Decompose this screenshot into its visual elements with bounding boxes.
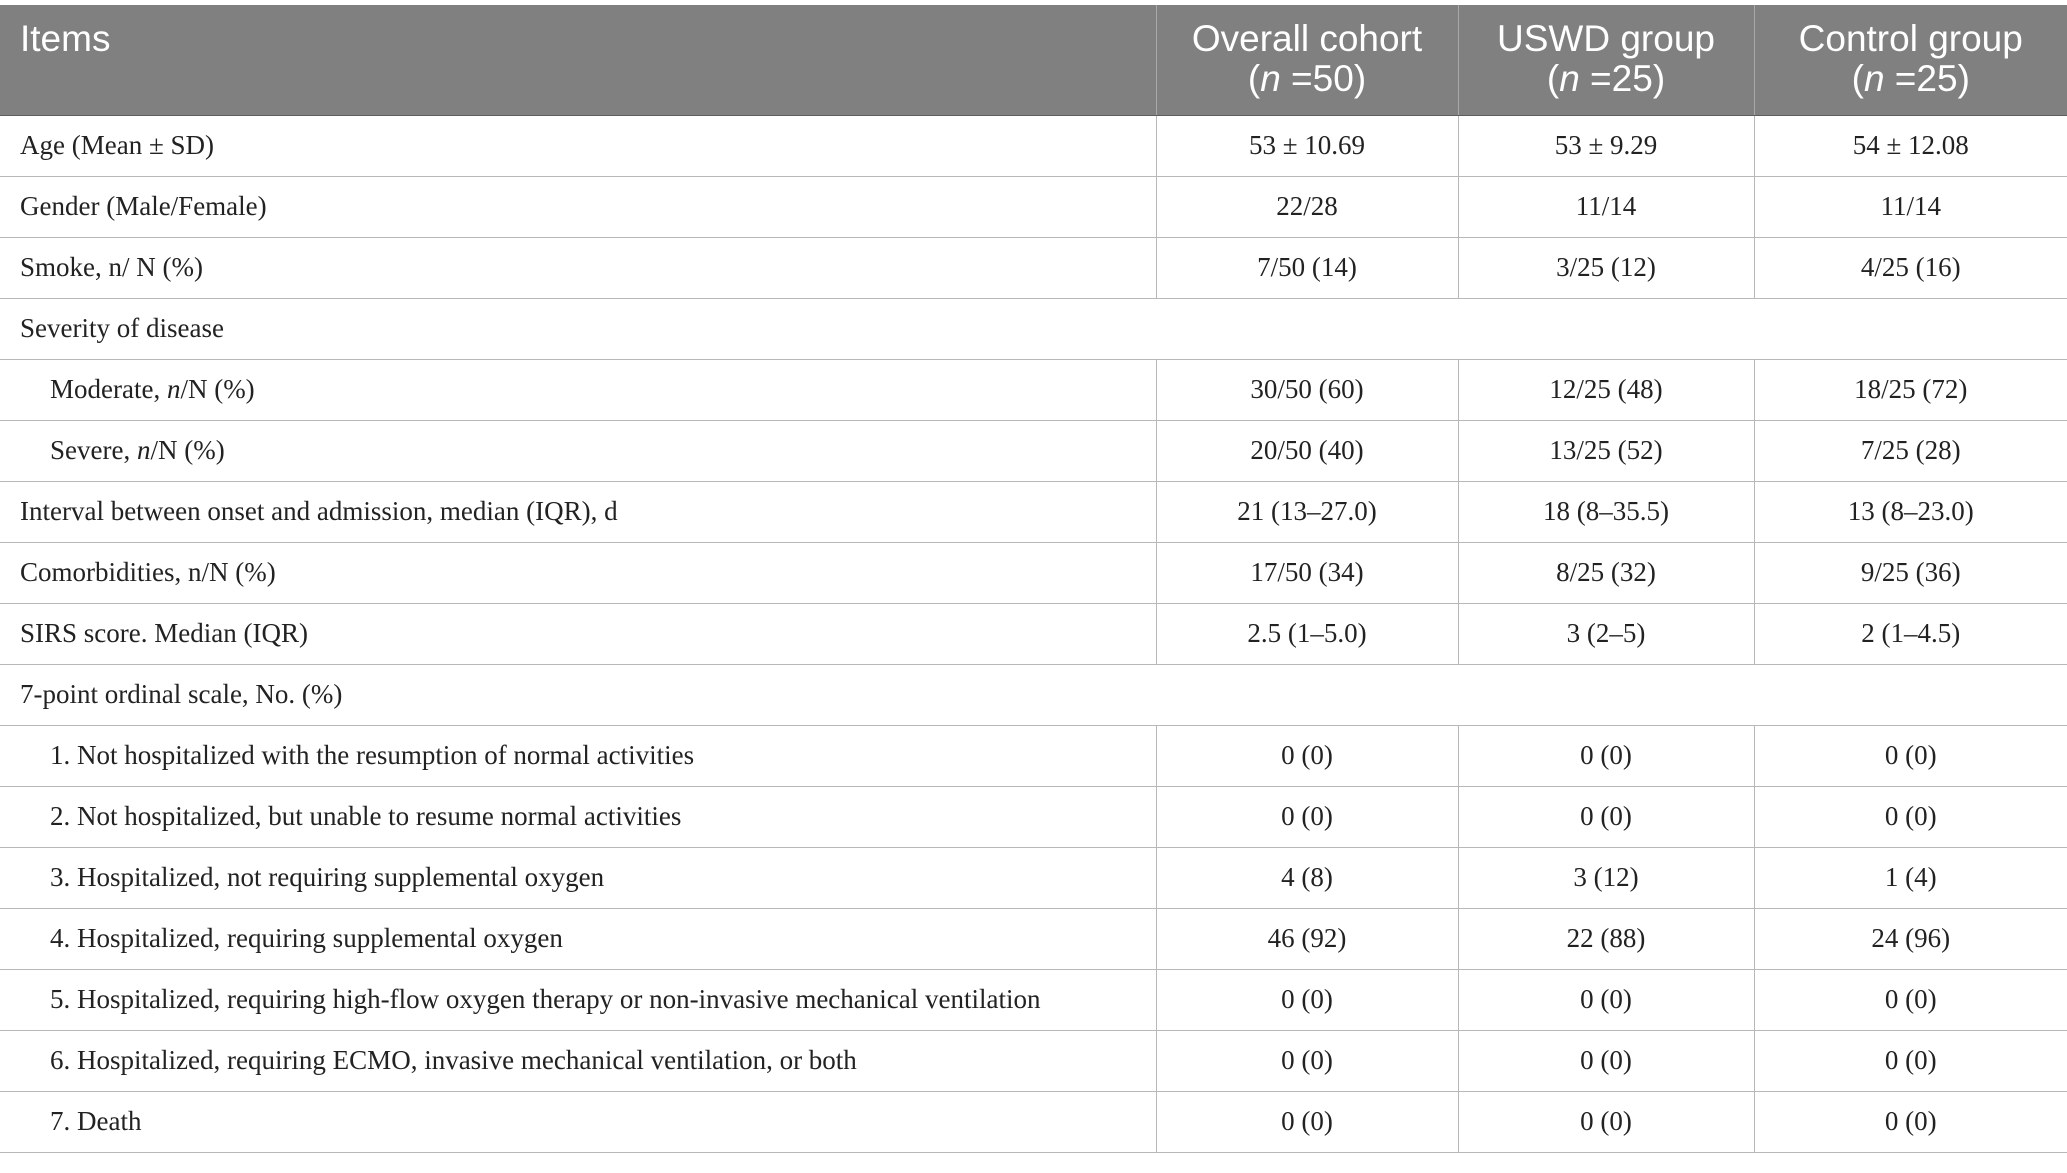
cell-control: 7/25 (28) <box>1754 420 2067 481</box>
row-label: SIRS score. Median (IQR) <box>0 603 1156 664</box>
baseline-characteristics-table <box>0 5 2067 1153</box>
table-row-ordinal-5 <box>0 969 2067 1030</box>
cell-overall: 0 (0) <box>1156 1091 1458 1152</box>
row-label: Gender (Male/Female) <box>0 176 1156 237</box>
cell-uswd: 3 (2–5) <box>1458 603 1754 664</box>
cell-control: 0 (0) <box>1754 1030 2067 1091</box>
header-overall-cohort <box>1156 5 1458 115</box>
table-body <box>0 115 2067 1152</box>
cell-control: 0 (0) <box>1754 1091 2067 1152</box>
cell-overall: 0 (0) <box>1156 969 1458 1030</box>
header-uswd-n-value: =25 <box>1590 58 1653 99</box>
cell-uswd: 8/25 (32) <box>1458 542 1754 603</box>
table-row-ordinal-3 <box>0 847 2067 908</box>
cell-control: 13 (8–23.0) <box>1754 481 2067 542</box>
cell-overall: 22/28 <box>1156 176 1458 237</box>
table-header <box>0 5 2067 115</box>
header-items-label: Items <box>20 18 111 59</box>
header-overall-n-value: =50 <box>1291 58 1354 99</box>
cell-uswd: 0 (0) <box>1458 1030 1754 1091</box>
table-row-severe <box>0 420 2067 481</box>
cell-uswd: 0 (0) <box>1458 969 1754 1030</box>
cell-control: 11/14 <box>1754 176 2067 237</box>
header-control-title: Control group <box>1798 18 2023 59</box>
cell-control: 0 (0) <box>1754 786 2067 847</box>
cell-overall: 21 (13–27.0) <box>1156 481 1458 542</box>
row-label-prefix: Moderate, <box>50 374 167 404</box>
table-row-interval <box>0 481 2067 542</box>
row-label <box>0 420 1156 481</box>
row-label: 2. Not hospitalized, but unable to resume normal activities <box>0 786 1156 847</box>
header-row <box>0 5 2067 115</box>
cell-uswd: 53 ± 9.29 <box>1458 115 1754 176</box>
header-uswd-n: (n =25) <box>1546 58 1666 99</box>
header-uswd-group <box>1458 5 1754 115</box>
cell-uswd: 0 (0) <box>1458 1091 1754 1152</box>
header-control-n-value: =25 <box>1894 58 1958 99</box>
cell-uswd: 22 (88) <box>1458 908 1754 969</box>
row-label: 3. Hospitalized, not requiring supplemental oxygen <box>0 847 1156 908</box>
row-label-suffix: /N (%) <box>150 435 225 465</box>
table-row-sirs <box>0 603 2067 664</box>
table-row-moderate <box>0 359 2067 420</box>
cell-overall: 30/50 (60) <box>1156 359 1458 420</box>
header-uswd-n-label: n <box>1559 58 1580 99</box>
table-row-ordinal-2 <box>0 786 2067 847</box>
row-label: 4. Hospitalized, requiring supplemental oxygen <box>0 908 1156 969</box>
row-label: 1. Not hospitalized with the resumption of normal activities <box>0 725 1156 786</box>
header-overall-n-label: n <box>1260 58 1281 99</box>
row-label-italic: n <box>166 374 181 404</box>
cell-uswd: 3/25 (12) <box>1458 237 1754 298</box>
table-row-comorbidities <box>0 542 2067 603</box>
table-row-ordinal-6 <box>0 1030 2067 1091</box>
header-control-n: (n =25) <box>1851 58 1970 99</box>
row-label-prefix: Severe, <box>50 435 137 465</box>
table-row-smoke <box>0 237 2067 298</box>
cell-overall: 2.5 (1–5.0) <box>1156 603 1458 664</box>
row-label: Comorbidities, n/N (%) <box>0 542 1156 603</box>
header-items <box>0 5 1156 115</box>
row-label: Age (Mean ± SD) <box>0 115 1156 176</box>
row-label: 7. Death <box>0 1091 1156 1152</box>
cell-overall: 7/50 (14) <box>1156 237 1458 298</box>
cell-control: 24 (96) <box>1754 908 2067 969</box>
cell-control: 9/25 (36) <box>1754 542 2067 603</box>
row-label: Smoke, n/ N (%) <box>0 237 1156 298</box>
table-row-gender <box>0 176 2067 237</box>
row-label: Interval between onset and admission, median (IQR), d <box>0 481 1156 542</box>
row-label: 6. Hospitalized, requiring ECMO, invasive mechanical ventilation, or both <box>0 1030 1156 1091</box>
header-overall-n: (n =50) <box>1247 58 1367 99</box>
row-label: 5. Hospitalized, requiring high-flow oxygen therapy or non-invasive mechanical ventilation <box>0 969 1156 1030</box>
cell-overall: 0 (0) <box>1156 786 1458 847</box>
cell-overall: 17/50 (34) <box>1156 542 1458 603</box>
section-heading: Severity of disease <box>0 298 2067 359</box>
cell-uswd: 0 (0) <box>1458 786 1754 847</box>
cell-overall: 20/50 (40) <box>1156 420 1458 481</box>
cell-overall: 0 (0) <box>1156 1030 1458 1091</box>
cell-uswd: 0 (0) <box>1458 725 1754 786</box>
cell-uswd: 13/25 (52) <box>1458 420 1754 481</box>
section-heading: 7-point ordinal scale, No. (%) <box>0 664 2067 725</box>
table-row-ordinal-heading <box>0 664 2067 725</box>
cell-overall: 0 (0) <box>1156 725 1458 786</box>
table-row-severity-heading <box>0 298 2067 359</box>
table-row-age <box>0 115 2067 176</box>
cell-control: 54 ± 12.08 <box>1754 115 2067 176</box>
header-control-n-label: n <box>1863 58 1885 99</box>
cell-control: 0 (0) <box>1754 969 2067 1030</box>
cell-control: 2 (1–4.5) <box>1754 603 2067 664</box>
cell-overall: 53 ± 10.69 <box>1156 115 1458 176</box>
row-label-suffix: /N (%) <box>180 374 255 404</box>
cell-uswd: 18 (8–35.5) <box>1458 481 1754 542</box>
cell-control: 1 (4) <box>1754 847 2067 908</box>
cell-uswd: 11/14 <box>1458 176 1754 237</box>
row-label-italic: n <box>136 435 151 465</box>
table-row-ordinal-7 <box>0 1091 2067 1152</box>
cell-overall: 46 (92) <box>1156 908 1458 969</box>
cell-control: 4/25 (16) <box>1754 237 2067 298</box>
cell-uswd: 3 (12) <box>1458 847 1754 908</box>
cell-control: 18/25 (72) <box>1754 359 2067 420</box>
cell-control: 0 (0) <box>1754 725 2067 786</box>
header-overall-title: Overall cohort <box>1191 18 1423 59</box>
header-uswd-title: USWD group <box>1497 18 1715 59</box>
cell-uswd: 12/25 (48) <box>1458 359 1754 420</box>
table-row-ordinal-1 <box>0 725 2067 786</box>
row-label <box>0 359 1156 420</box>
header-control-group <box>1754 5 2067 115</box>
cell-overall: 4 (8) <box>1156 847 1458 908</box>
table-row-ordinal-4 <box>0 908 2067 969</box>
